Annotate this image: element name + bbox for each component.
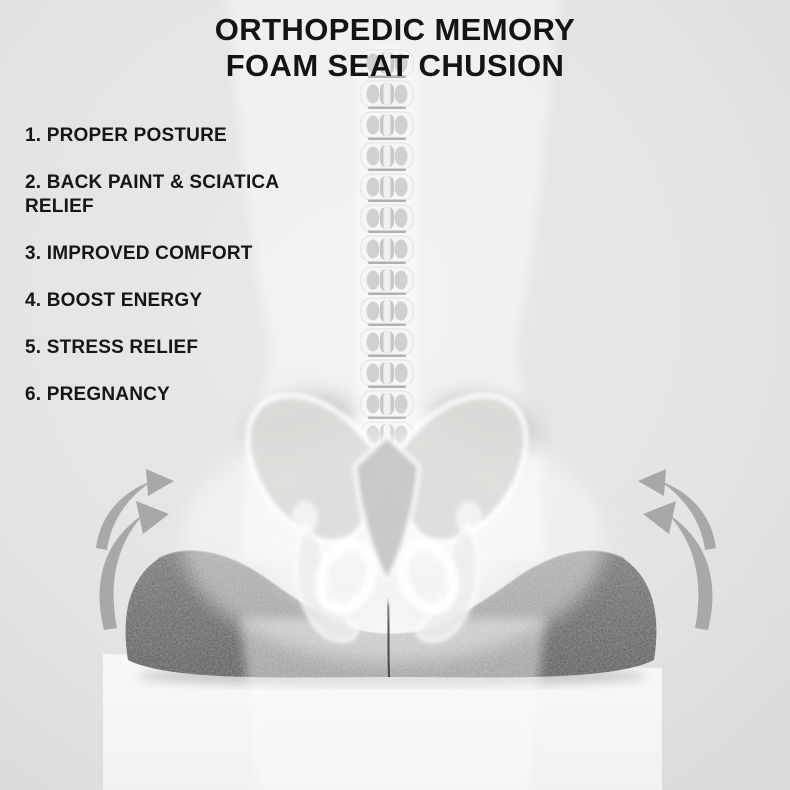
vertebra: [361, 236, 413, 264]
coccyx: [382, 586, 392, 604]
benefit-item: 2. BACK PAINT & SCIATICA RELIEF: [25, 172, 279, 217]
benefit-item: 1. PROPER POSTURE: [25, 125, 227, 146]
vertebra: [361, 360, 413, 388]
vertebra: [361, 81, 413, 109]
title-line-2: FOAM SEAT CHUSION: [225, 48, 565, 83]
vertebra: [361, 205, 413, 233]
benefits-list: [25, 124, 317, 430]
title-line-1: ORTHOPEDIC MEMORY: [214, 12, 576, 47]
vertebra: [361, 112, 413, 140]
spine-xray: [356, 44, 418, 468]
vertebra: [361, 329, 413, 357]
hip-socket-left: [292, 501, 318, 535]
vertebra: [361, 143, 413, 171]
vertebra: [361, 391, 413, 419]
vertebra: [361, 267, 413, 295]
hip-socket-right: [456, 501, 482, 535]
vertebra: [361, 174, 413, 202]
benefit-item: 6. PREGNANCY: [25, 384, 170, 405]
benefit-item: 3. IMPROVED COMFORT: [25, 243, 253, 264]
benefit-item: 5. STRESS RELIEF: [25, 337, 199, 358]
page-title: [0, 12, 790, 84]
benefit-item: 4. BOOST ENERGY: [25, 290, 203, 311]
vertebra: [361, 298, 413, 326]
